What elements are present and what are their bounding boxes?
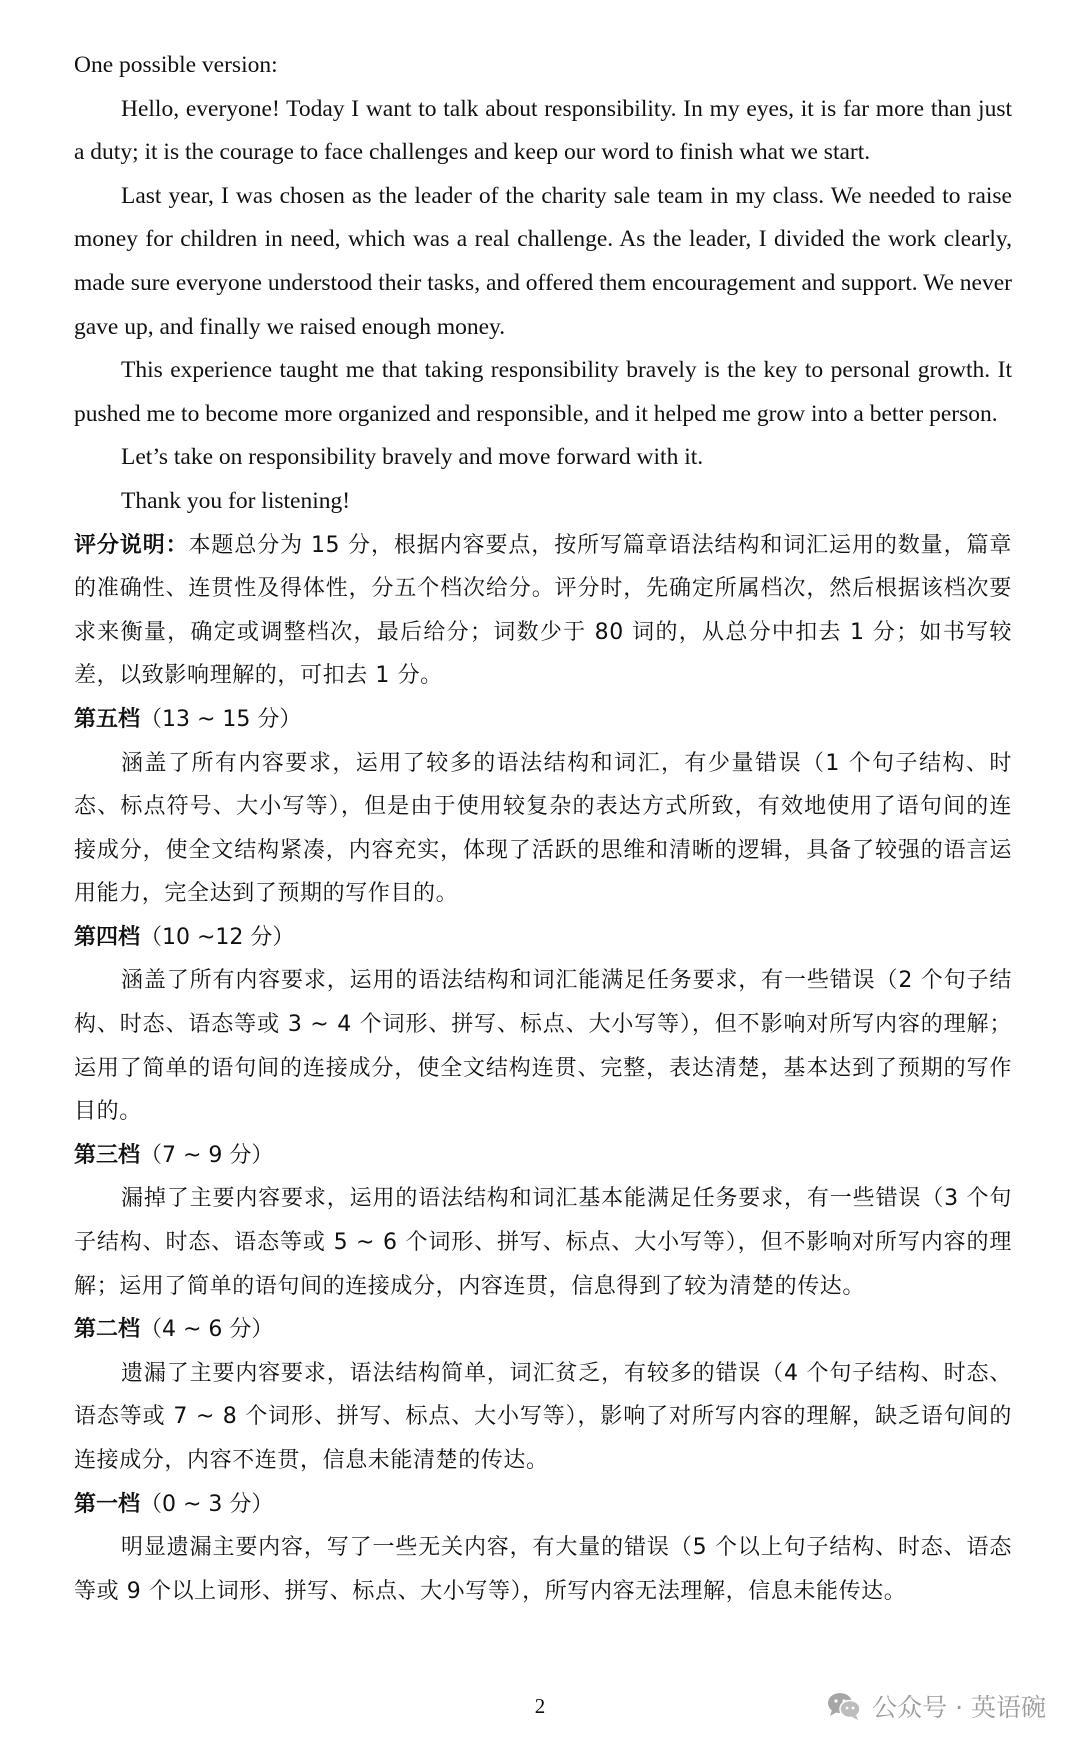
page-number: 2 bbox=[534, 1694, 546, 1718]
level-1-heading bbox=[74, 1483, 1012, 1527]
level-2-description: 遗漏了主要内容要求，语法结构简单，词汇贫乏，有较多的错误（4 个句子结构、时态、语态等或 7 ~ 8 个词形、拼写、标点、大小写等），影响了对所写内容的理解，缺乏语句间的连接成分，内容不连贯，信息未能清楚的传达。 bbox=[74, 1360, 1012, 1473]
watermark-text: 公众号 · 英语碗 bbox=[872, 1693, 1046, 1722]
essay-heading: One possible version: bbox=[74, 52, 278, 78]
level-5-name: 第五档 bbox=[74, 706, 141, 732]
wechat-icon bbox=[826, 1691, 862, 1721]
scoring-label: 评分说明： bbox=[74, 532, 189, 558]
level-1-name: 第一档 bbox=[74, 1491, 141, 1517]
level-4-description: 涵盖了所有内容要求，运用的语法结构和词汇能满足任务要求，有一些错误（2 个句子结构、时态、语态等或 3 ~ 4 个词形、拼写、标点、大小写等），但不影响对所写内容的理解；运用了简单的语句间的连接成分，使全文结构连贯、完整，表达清楚，基本达到了预期的写作目的。 bbox=[74, 968, 1012, 1125]
scoring-notes bbox=[74, 524, 1012, 698]
document-page bbox=[74, 44, 1012, 1613]
level-5-description: 涵盖了所有内容要求，运用了较多的语法结构和词汇，有少量错误（1 个句子结构、时态、标点符号、大小写等），但是由于使用较复杂的表达方式所致，有效地使用了语句间的连接成分，使全文结构紧凑，内容充实，体现了活跃的思维和清晰的逻辑，具备了较强的语言运用能力，完全达到了预期的写作目的。 bbox=[74, 750, 1012, 907]
level-2-heading bbox=[74, 1308, 1012, 1352]
scoring-text: 本题总分为 15 分，根据内容要点，按所写篇章语法结构和词汇运用的数量，篇章的准确性、连贯性及得体性，分五个档次给分。评分时，先确定所属档次，然后根据该档次要求来衡量，确定或调整档次，最后给分；词数少于 80 词的，从总分中扣去 1 分；如书写较差，以致影响理解的，可扣去 1 分。 bbox=[74, 532, 1012, 689]
level-2-range: （4 ~ 6 分） bbox=[140, 1317, 274, 1343]
level-3-range: （7 ~ 9 分） bbox=[140, 1142, 274, 1168]
level-5-range: （13 ~ 15 分） bbox=[140, 706, 302, 732]
level-3-description: 漏掉了主要内容要求，运用的语法结构和词汇基本能满足任务要求，有一些错误（3 个句子结构、时态、语态等或 5 ~ 6 个词形、拼写、标点、大小写等），但不影响对所写内容的理解；运用了简单的语句间的连接成分，内容连贯，信息得到了较为清楚的传达。 bbox=[74, 1186, 1012, 1299]
level-3-name: 第三档 bbox=[74, 1142, 141, 1168]
essay-paragraph-3: This experience taught me that taking responsibility bravely is the key to personal growth. It pushed me to become more organized and responsible, and it helped me grow into a better person. bbox=[74, 357, 1012, 427]
level-4-heading bbox=[74, 916, 1012, 960]
essay-paragraph-2: Last year, I was chosen as the leader of the charity sale team in my class. We needed to raise money for children in need, which was a real challenge. As the leader, I divided the work clearly, made sure everyone understood their tasks, and offered them encouragement and support. We never gave up, and finally we raised enough money. bbox=[74, 182, 1012, 340]
level-1-description: 明显遗漏主要内容，写了一些无关内容，有大量的错误（5 个以上句子结构、时态、语态等或 9 个以上词形、拼写、标点、大小写等），所写内容无法理解，信息未能传达。 bbox=[74, 1535, 1012, 1604]
essay-paragraph-1: Hello, everyone! Today I want to talk about responsibility. In my eyes, it is far more than just a duty; it is the courage to face challenges and keep our word to finish what we start. bbox=[74, 95, 1012, 166]
level-2-name: 第二档 bbox=[74, 1317, 141, 1343]
level-1-range: （0 ~ 3 分） bbox=[140, 1491, 274, 1517]
level-4-name: 第四档 bbox=[74, 924, 141, 950]
watermark bbox=[826, 1688, 1046, 1724]
level-5-heading bbox=[74, 698, 1012, 742]
level-4-range: （10 ~12 分） bbox=[140, 924, 295, 950]
essay-paragraph-5: Thank you for listening! bbox=[121, 487, 351, 514]
essay-paragraph-4: Let’s take on responsibility bravely and move forward with it. bbox=[121, 444, 704, 471]
level-3-heading bbox=[74, 1134, 1012, 1178]
